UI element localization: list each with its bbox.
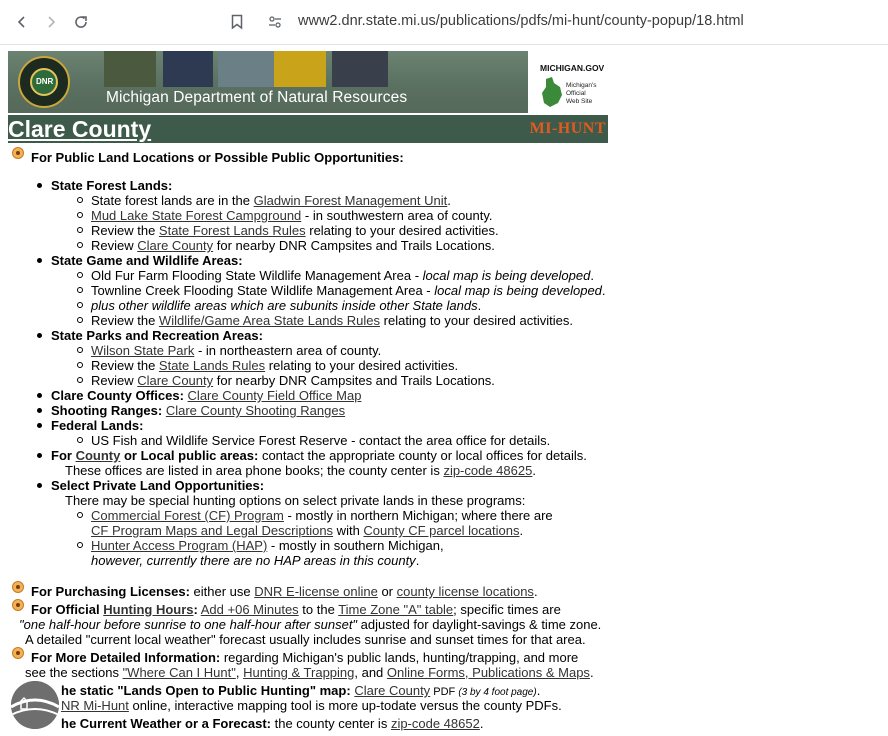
text-line: There may be special hunting options on select private lands in these programs: [65,493,526,508]
banner-photo [332,51,388,87]
bookmark-icon[interactable] [226,11,248,33]
bullet-icon [77,242,83,248]
floating-accessibility-button[interactable] [11,681,59,729]
mi-hunt-logo[interactable]: MI-HUNT [529,120,606,137]
bullet-icon [37,408,42,413]
link[interactable]: "Where Can I Hunt" [122,665,236,680]
bullet-icon [77,227,83,233]
list-item: Mud Lake State Forest Campground - in southwestern area of county. [91,208,493,223]
subsection-heading: Federal Lands: [51,418,144,433]
list-item: Shooting Ranges: Clare County Shooting Ranges [51,403,346,418]
link[interactable]: Clare County Shooting Ranges [165,403,346,418]
url-bar[interactable]: www2.dnr.state.mi.us/publications/pdfs/mi-hunt/county-popup/18.html [298,13,744,29]
bullet-icon [77,347,83,353]
bullet-icon [37,333,42,338]
list-item: Review the State Forest Lands Rules relating to your desired activities. [91,223,499,238]
list-item: Review the Wildlife/Game Area State Lands Rules relating to your desired activities. [91,313,573,328]
link[interactable]: CF Program Maps and Legal Descriptions [91,523,334,538]
hunter-logo-icon [11,681,59,729]
text-line: CF Program Maps and Legal Descriptions with County CF parcel locations. [91,523,524,538]
link[interactable]: county license locations [396,584,534,599]
link[interactable]: zip-code 48625 [443,463,533,478]
link[interactable]: County [75,448,121,463]
bullet-icon [37,423,42,428]
dnr-seal-logo[interactable]: DNR [18,56,70,108]
list-item: State forest lands are in the Gladwin Forest Management Unit. [91,193,451,208]
link[interactable]: Clare County [137,373,214,388]
list-item: he Current Weather or a Forecast: the county center is zip-code 48652. [61,716,484,731]
target-bullet-icon [12,147,24,159]
text-line: These offices are listed in area phone books; the county center is zip-code 48625. [65,463,536,478]
list-item: Review the State Lands Rules relating to your desired activities. [91,358,459,373]
subsection-heading: State Parks and Recreation Areas: [51,328,263,343]
bullet-icon [37,393,42,398]
target-bullet-icon [12,647,24,659]
browser-toolbar [0,0,888,45]
bullet-icon [37,483,42,488]
bullet-icon [77,542,83,548]
back-icon[interactable] [11,11,33,33]
link[interactable]: Commercial Forest (CF) Program [91,508,284,523]
bullet-icon [77,437,83,443]
link[interactable]: Mud Lake State Forest Campground [91,208,302,223]
link[interactable]: Clare County Field Office Map [187,388,362,403]
link[interactable]: Clare County [137,238,214,253]
link[interactable]: NR Mi-Hunt [61,698,129,713]
list-item: Commercial Forest (CF) Program - mostly in northern Michigan; where there are [91,508,553,523]
subsection-heading: State Game and Wildlife Areas: [51,253,243,268]
bullet-icon [37,258,42,263]
target-bullet-icon [12,599,24,611]
michigan-map-icon [538,75,566,109]
list-item: For Official Hunting Hours: Add +06 Minutes to the Time Zone "A" table; specific times are [31,602,561,617]
bullet-icon [77,287,83,293]
list-item: Townline Creek Flooding State Wildlife Management Area - local map is being developed. [91,283,606,298]
list-item: Wilson State Park - in northeastern area of county. [91,343,382,358]
link[interactable]: zip-code 48652 [390,716,480,731]
list-item: US Fish and Wildlife Service Forest Reserve - contact the area office for details. [91,433,551,448]
list-item: For Purchasing Licenses: either use DNR E-license online or county license locations. [31,584,538,599]
subsection-heading: Select Private Land Opportunities: [51,478,265,493]
link[interactable]: DNR E-license online [254,584,378,599]
target-bullet-icon [12,581,24,593]
forward-icon[interactable] [40,11,62,33]
reload-icon[interactable] [70,11,92,33]
michigan-gov-logo[interactable]: MICHIGAN.GOV Michigan's Official Web Site [528,51,608,113]
banner-title: Michigan Department of Natural Resources [106,89,408,106]
site-info-icon[interactable] [264,11,286,33]
list-item: plus other wildlife areas which are subunits inside other State lands. [91,298,482,313]
list-item: Review Clare County for nearby DNR Campsites and Trails Locations. [91,238,495,253]
bullet-icon [77,272,83,278]
link[interactable]: Add +06 Minutes [200,602,299,617]
bullet-icon [77,197,83,203]
banner-photo [163,51,213,87]
link[interactable]: Hunting & Trapping [243,665,355,680]
link[interactable]: Clare County [354,683,431,698]
list-item: Hunter Access Program (HAP) - mostly in southern Michigan, [91,538,444,553]
link[interactable]: Online Forms, Publications & Maps [386,665,590,680]
link[interactable]: Gladwin Forest Management Unit [253,193,448,208]
list-item: he static "Lands Open to Public Hunting" map: Clare County PDF (3 by 4 foot page). [61,683,541,698]
bullet-icon [77,377,83,383]
banner-photo [218,51,276,87]
text-line: see the sections "Where Can I Hunt", Hunting & Trapping, and Online Forms, Publications & Maps. [25,665,594,680]
link[interactable]: County CF parcel locations [363,523,520,538]
link[interactable]: Hunting Hours [103,602,194,617]
banner-photo [104,51,156,87]
county-header-bar [8,115,608,143]
text-line: however, currently there are no HAP areas in this county. [91,553,420,568]
subsection-heading: State Forest Lands: [51,178,173,193]
bullet-icon [77,362,83,368]
list-item: Clare County Offices: Clare County Field Office Map [51,388,362,403]
text-line: "one half-hour before sunrise to one half-hour after sunset" adjusted for daylight-savings & time zone. [19,617,602,632]
link[interactable]: Wilson State Park [91,343,195,358]
link[interactable]: State Lands Rules [158,358,266,373]
dnr-banner [8,51,608,113]
link[interactable]: Wildlife/Game Area State Lands Rules [158,313,381,328]
link[interactable]: Time Zone "A" table [338,602,454,617]
bullet-icon [77,317,83,323]
list-item: Old Fur Farm Flooding State Wildlife Management Area - local map is being developed. [91,268,594,283]
bullet-icon [77,212,83,218]
list-item: For More Detailed Information: regarding Michigan's public lands, hunting/trapping, and more [31,650,579,665]
bullet-icon [37,453,42,458]
banner-photo [274,51,326,87]
county-title[interactable]: Clare County [8,116,152,142]
list-item: Review Clare County for nearby DNR Campsites and Trails Locations. [91,373,495,388]
bullet-icon [77,302,83,308]
bullet-icon [37,183,42,188]
bullet-icon [77,512,83,518]
link[interactable]: State Forest Lands Rules [158,223,306,238]
text-line: NR Mi-Hunt online, interactive mapping tool is more up-todate versus the county PDFs. [61,698,562,713]
section-heading: For Public Land Locations or Possible Public Opportunities: [31,150,404,165]
text-line: A detailed "current local weather" forecast usually includes sunrise and sunset times for that area. [25,632,586,647]
list-item: For County or Local public areas: contact the appropriate county or local offices for details. [51,448,587,463]
link[interactable]: Hunter Access Program (HAP) [91,538,268,553]
